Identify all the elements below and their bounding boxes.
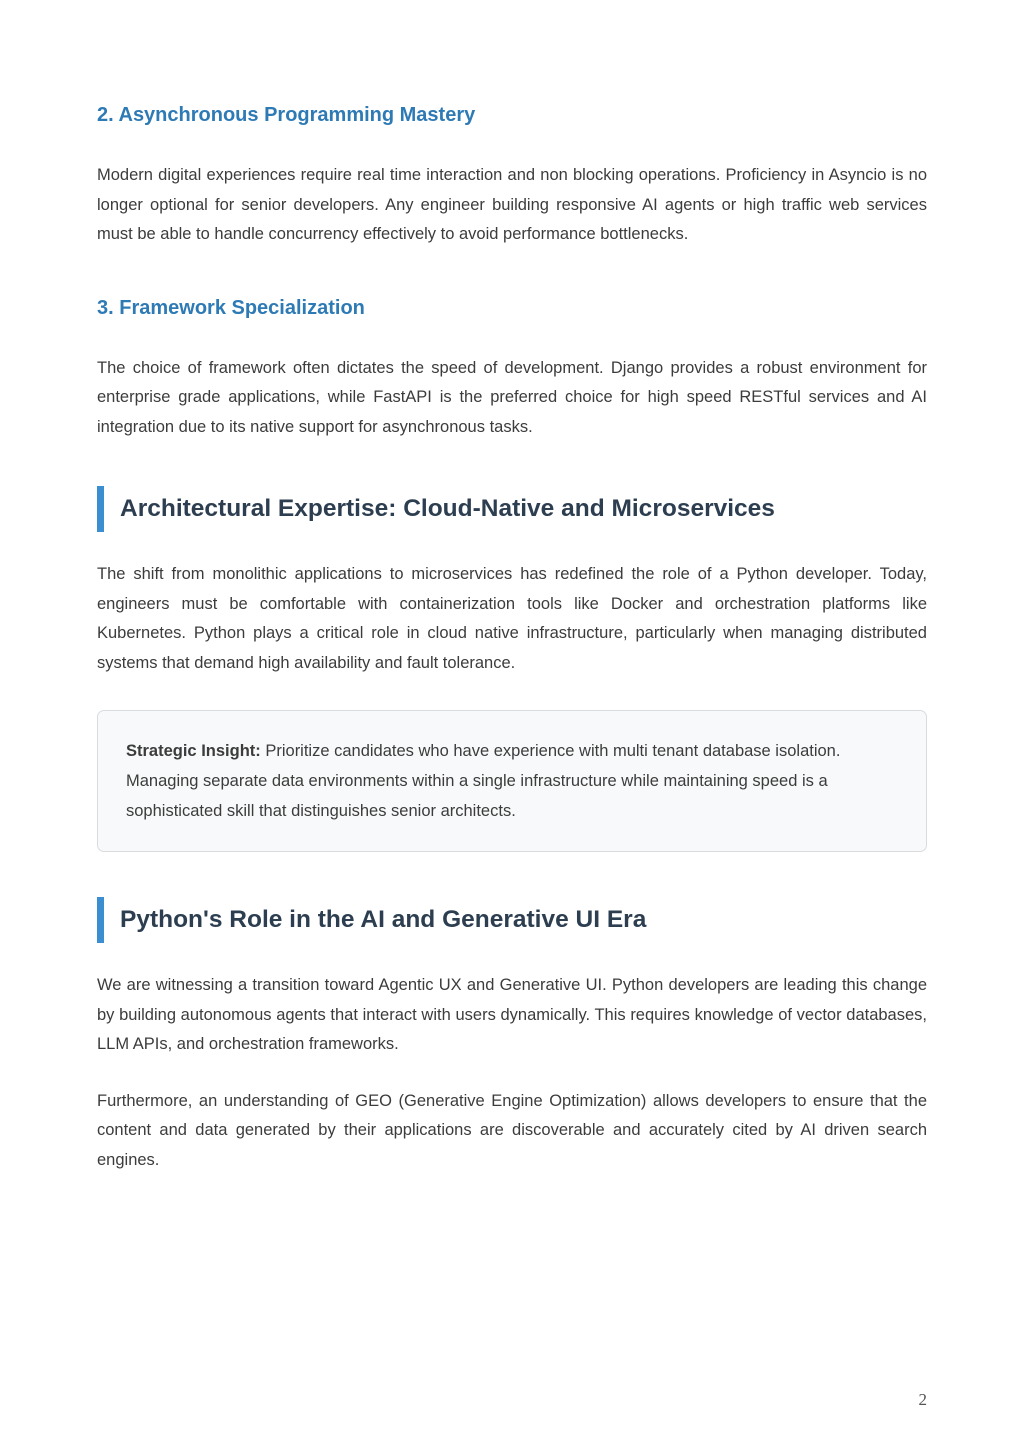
heading-async-programming-mastery: 2. Asynchronous Programming Mastery (97, 104, 476, 126)
paragraph-python-ai-era-2: Furthermore, an understanding of GEO (Generative Engine Optimization) allows developers to ensure that the content and data generated by their applications are discoverable and accurately cited by AI driven search engines. (97, 1091, 927, 1169)
strategic-insight-label: Strategic Insight: (126, 742, 261, 760)
paragraph-framework-specialization: The choice of framework often dictates the speed of development. Django provides a robust environment for enterprise grade applications, while FastAPI is the preferred choice for high speed RESTful services and AI integration due to its native support for asynchronous tasks. (97, 358, 927, 436)
paragraph-python-ai-era-1: We are witnessing a transition toward Agentic UX and Generative UI. Python developers are leading this change by building autonomous agents that interact with users dynamically. This requires knowledge of vector databases, LLM APIs, and orchestration frameworks. (97, 976, 927, 1053)
strategic-insight-callout (97, 710, 927, 852)
heading-architectural-expertise: Architectural Expertise: Cloud-Native and Microservices (97, 486, 927, 532)
strategic-insight-body: Prioritize candidates who have experience with multi tenant database isolation. Managing separate data environments within a single infrastructure while maintaining speed is a sophisticated skill that distinguishes senior architects. (126, 742, 841, 820)
heading-python-ai-era: Python's Role in the AI and Generative UI Era (97, 897, 927, 943)
page-number: 2 (918, 1390, 927, 1409)
document-content (97, 103, 927, 1175)
heading-framework-specialization: 3. Framework Specialization (97, 296, 365, 319)
strategic-insight-text (126, 736, 871, 826)
paragraph-architectural-expertise: The shift from monolithic applications to microservices has redefined the role of a Python developer. Today, engineers must be comfortable with containerization tools like Docker and orchestration platforms like Kubernetes. Python plays a critical role in cloud native infrastructure, particularly when managing distributed systems that demand high availability and fault tolerance. (97, 565, 927, 672)
paragraph-async-programming: Modern digital experiences require real time interaction and non blocking operations. Proficiency in Asyncio is no longer optional for senior developers. Any engineer building responsive AI agents or high traffic web services must be able to handle concurrency effectively to avoid performance bottlenecks. (97, 166, 927, 243)
